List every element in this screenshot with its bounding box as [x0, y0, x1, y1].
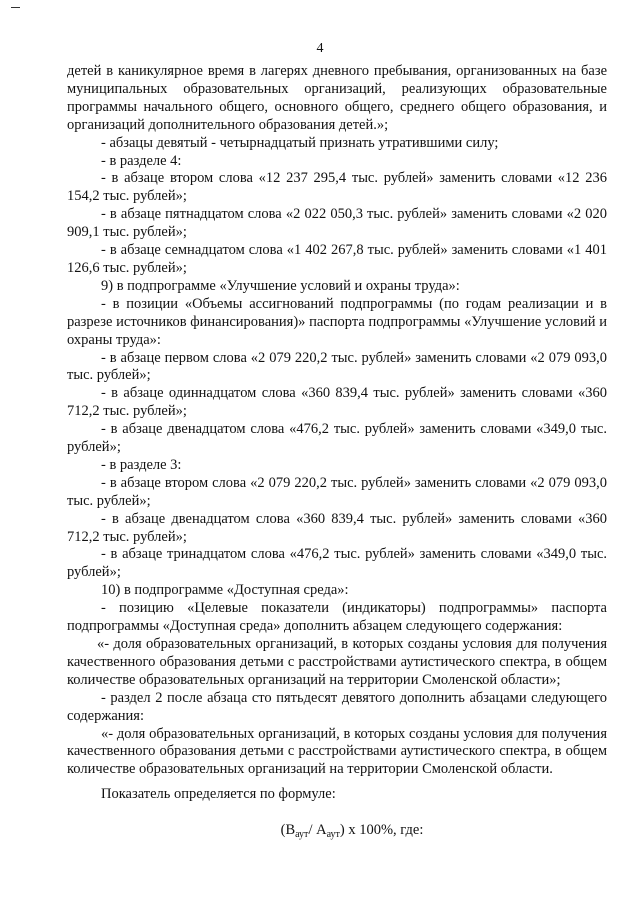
paragraph: - в абзаце втором слова «2 079 220,2 тыс. рублей» заменить словами «2 079 093,0 тыс. рублей»; [67, 474, 607, 509]
paragraph: - в абзаце пятнадцатом слова «2 022 050,3 тыс. рублей» заменить словами «2 020 909,1 тыс. рублей»; [67, 206, 607, 241]
paragraph: - в абзаце втором слова «12 237 295,4 тыс. рублей» заменить словами «12 236 154,2 тыс. рублей»; [67, 170, 607, 205]
paragraph: - в разделе 4: [101, 152, 182, 169]
paragraph: 9) в подпрограмме «Улучшение условий и охраны труда»: [101, 277, 460, 294]
paragraph: - в абзаце семнадцатом слова «1 402 267,8 тыс. рублей» заменить словами «1 401 126,6 тыс. рублей»; [67, 242, 607, 276]
paragraph: - в разделе 3: [101, 456, 182, 473]
paragraph: - в абзаце двенадцатом слова «360 839,4 тыс. рублей» заменить словами «360 712,2 тыс. рублей»; [67, 510, 607, 545]
paragraph: Показатель определяется по формуле: [101, 786, 336, 803]
paragraph: - позицию «Целевые показатели (индикаторы) подпрограммы» паспорта подпрограммы «Доступная среда» дополнить абзацем следующего содержания: [67, 600, 607, 635]
paragraph: - в абзаце двенадцатом слова «476,2 тыс. рублей» заменить словами «349,0 тыс. рублей»; [67, 421, 607, 456]
paragraph: 10) в подпрограмме «Доступная среда»: [101, 582, 349, 599]
formula-subscript: аут [295, 829, 309, 841]
paragraph: - в абзаце первом слова «2 079 220,2 тыс. рублей» заменить словами «2 079 093,0 тыс. рублей»; [67, 349, 607, 384]
paragraph: «- доля образовательных организаций, в которых созданы условия для получения качественного образования детьми с расстройствами аутистического спектра, в общем количестве образовательных организаций на территории Смоленской области»; [67, 636, 607, 688]
formula-divider: / A [308, 822, 327, 839]
paragraph: - в абзаце одиннадцатом слова «360 839,4 тыс. рублей» заменить словами «360 712,2 тыс. рублей»; [67, 385, 607, 420]
formula-open: (B [280, 822, 296, 839]
paragraph: «- доля образовательных организаций, в которых созданы условия для получения качественного образования детьми с расстройствами аутистического спектра, в общем количестве образовательных организаций на территории Смоленской области. [67, 725, 607, 778]
corner-mark [11, 7, 20, 8]
document-body [67, 63, 607, 840]
paragraph: - абзацы девятый - четырнадцатый признать утратившими силу; [101, 134, 499, 151]
paragraph: - в позиции «Объемы ассигнований подпрограммы (по годам реализации и в разрезе источников финансирования)» паспорта подпрограммы «Улучшение условий и охраны труда»: [67, 295, 607, 348]
formula-close: ) x 100%, где: [339, 822, 424, 839]
paragraph: детей в каникулярное время в лагерях дневного пребывания, организованных на базе муниципальных образовательных организаций, реализующих образовательные программы начального общего, основного общего, среднего общего образования, и организаций дополнительного образования детей.»; [67, 63, 607, 133]
page-number: 4 [316, 41, 324, 56]
formula-subscript: аут [326, 829, 340, 841]
formula [67, 822, 607, 840]
paragraph: - в абзаце тринадцатом слова «476,2 тыс. рублей» заменить словами «349,0 тыс. рублей»; [67, 546, 607, 581]
paragraph: - раздел 2 после абзаца сто пятьдесят девятого дополнить абзацами следующего содержания: [67, 689, 607, 724]
